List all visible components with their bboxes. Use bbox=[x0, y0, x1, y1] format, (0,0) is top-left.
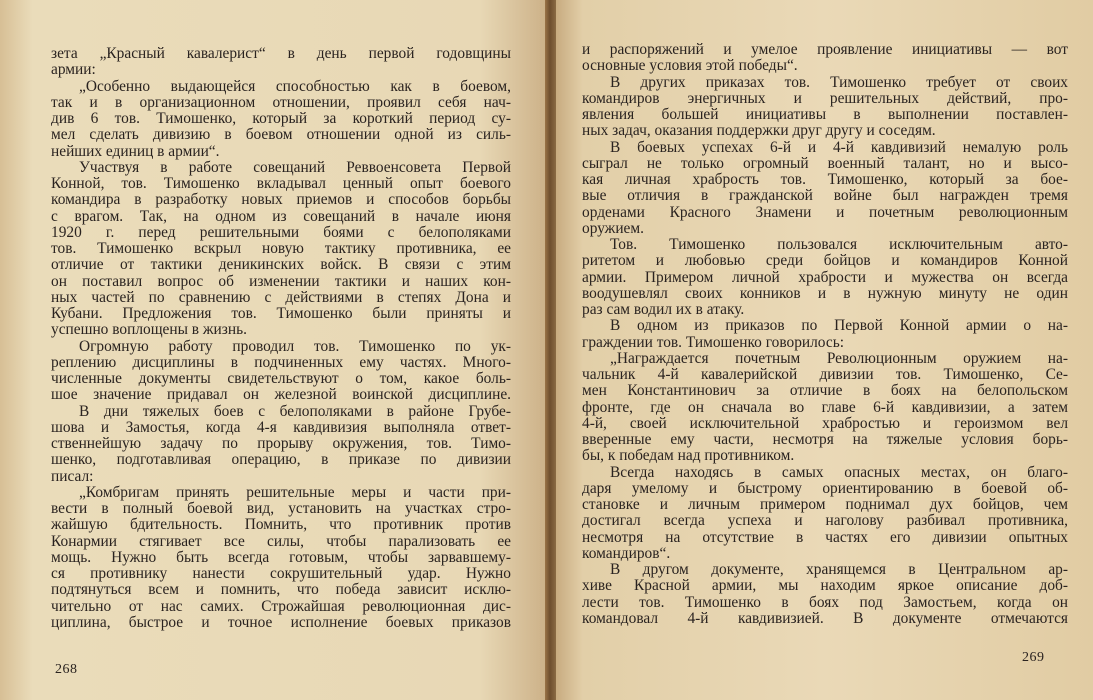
text-line: Огромную работу проводил тов. Тимошенко по ук- bbox=[79, 338, 511, 355]
text-line: В других приказах тов. Тимошенко требует от своих bbox=[610, 74, 1068, 91]
text-line: подтянуться всем и помнить, что победа зависит исклю- bbox=[51, 582, 511, 599]
text-line: ся противнику нанести сокрушительный удар. Нужно bbox=[51, 566, 511, 582]
text-line: Всегда находясь в самых опасных местах, он благо- bbox=[610, 464, 1068, 481]
text-line: отличие от тактики деникинских войск. В связи с этим bbox=[51, 257, 511, 274]
text-line: Тов. Тимошенко пользовался исключительным авто- bbox=[610, 237, 1068, 253]
left-page-text bbox=[51, 46, 511, 631]
text-line: несмотря на отсутствие в частях его дивизии опытных bbox=[582, 529, 1068, 546]
text-line: с врагом. Так, на одном из совещаний в начале июня bbox=[51, 208, 511, 225]
text-line: армии: bbox=[51, 62, 96, 79]
text-line: мен Константинович за отличие в боях на белопольском bbox=[582, 383, 1068, 400]
text-line: вые отличия в гражданской войне был награжден тремя bbox=[582, 188, 1068, 205]
text-line: чительно от нас самих. Строжайшая революционная дис- bbox=[51, 598, 511, 615]
text-line: так и в организационном отношении, проявил себя нач- bbox=[51, 94, 511, 111]
text-line: воодушевлял своих конников и в нужную минуту не один bbox=[582, 285, 1068, 302]
text-line: лести тов. Тимошенко в боях под Замостьем, когда он bbox=[582, 594, 1068, 611]
text-line: шова и Замостья, когда 4-я кавдивизия выполняла ответ- bbox=[51, 419, 511, 436]
text-line: „Особенно выдающейся способностью как в боевом, bbox=[79, 78, 511, 95]
text-line: реплению дисциплины в подчиненных ему частях. Много- bbox=[51, 354, 511, 371]
text-line: мел сделать дивизию в боевом отношении одной из силь- bbox=[51, 127, 511, 144]
text-line: Кубани. Предложения тов. Тимошенко были приняты и bbox=[51, 306, 511, 322]
text-line: 1920 г. перед решительными боями с белополяками bbox=[51, 224, 511, 241]
text-line: чальник 4-й кавалерийской дивизии тов. Тимошенко, Се- bbox=[582, 367, 1068, 383]
text-line: ных частей по сравнению с действиями в степях Дона и bbox=[51, 289, 511, 306]
text-line: див 6 тов. Тимошенко, который за короткий период су- bbox=[51, 111, 511, 127]
right-page-number: 269 bbox=[1022, 650, 1045, 665]
text-line: 4-й, своей исключительной храбростью и героизмом вел bbox=[582, 415, 1068, 432]
book-gutter bbox=[545, 0, 556, 700]
right-page-text bbox=[582, 42, 1068, 627]
text-line: писал: bbox=[51, 468, 94, 485]
text-line: В дни тяжелых боев с белополяками в районе Грубе- bbox=[79, 403, 511, 420]
text-line: основные условия этой победы“. bbox=[582, 58, 798, 75]
text-line: становке и личным примером поднимал дух бойцов, чем bbox=[582, 497, 1068, 513]
text-line: В боевых успехах 6-й и 4-й кавдивизий немалую роль bbox=[610, 139, 1068, 156]
text-line: шое значение придавал он железной воинской дисциплине. bbox=[51, 387, 511, 404]
left-page bbox=[0, 0, 545, 700]
text-line: „Награждается почетным Революционным оружием на- bbox=[610, 350, 1068, 367]
text-line: мощь. Нужно быть всегда готовым, чтобы зарвавшему- bbox=[51, 549, 511, 566]
text-line: зета „Красный кавалерист“ в день первой годовщины bbox=[51, 46, 511, 62]
text-line: орденами Красного Знамени и почетным революционным bbox=[582, 204, 1068, 221]
text-line: командира в разработку новых приемов и способов борьбы bbox=[51, 192, 511, 209]
text-line: бы, к победам над противником. bbox=[582, 448, 795, 465]
text-line: тов. Тимошенко вскрыл новую тактику противника, ее bbox=[51, 241, 511, 257]
text-line: „Комбригам принять решительные меры и части при- bbox=[79, 484, 511, 501]
text-line: Конармии стягивает все силы, чтобы парализовать ее bbox=[51, 533, 511, 550]
right-page bbox=[556, 0, 1093, 700]
text-line: армии. Примером личной храбрости и мужества он всегда bbox=[582, 269, 1068, 286]
text-line: ритетом и любовью среди бойцов и командиров Конной bbox=[582, 253, 1068, 270]
text-line: сыграл не только огромный военный талант, но и высо- bbox=[582, 155, 1068, 172]
text-line: Конной, тов. Тимошенко вкладывал ценный опыт боевого bbox=[51, 176, 511, 192]
text-line: даря умелому и быстрому ориентированию в боевой об- bbox=[582, 480, 1068, 497]
text-line: фронте, где он сначала во главе 6-й кавдивизии, а затем bbox=[582, 399, 1068, 416]
text-line: жайшую бдительность. Помнить, что противник против bbox=[51, 517, 511, 534]
text-line: и распоряжений и умелое проявление инициативы — вот bbox=[582, 42, 1068, 58]
text-line: граждении тов. Тимошенко говорилось: bbox=[582, 334, 845, 351]
text-line: вверенные ему части, несмотря на тяжелые условия борь- bbox=[582, 432, 1068, 448]
text-line: кая личная храбрость тов. Тимошенко, который за бое- bbox=[582, 172, 1068, 188]
text-line: достигал всегда успеха и наголову разбивал противника, bbox=[582, 513, 1068, 530]
text-line: циплина, быстрое и точное исполнение боевых приказов bbox=[51, 614, 511, 631]
text-line: шенко, подготавливая операцию, в приказе по дивизии bbox=[51, 452, 511, 469]
text-line: В одном из приказов по Первой Конной армии о на- bbox=[610, 318, 1068, 335]
text-line: явления большей инициативы в выполнении поставлен- bbox=[582, 107, 1068, 123]
text-line: ных задач, оказания поддержки друг другу и соседям. bbox=[582, 123, 936, 140]
text-line: он поставил вопрос об изменении тактики и наших кон- bbox=[51, 273, 511, 290]
text-line: Участвуя в работе совещаний Реввоенсовета Первой bbox=[79, 159, 511, 176]
text-line: раз сам водил их в атаку. bbox=[582, 302, 745, 318]
text-line: В другом документе, хранящемся в Центральном ар- bbox=[610, 562, 1068, 578]
text-line: командиров“. bbox=[582, 545, 671, 562]
text-line: нейших единиц в армии“. bbox=[51, 143, 220, 160]
left-page-number: 268 bbox=[55, 662, 78, 677]
text-line: численные документы свидетельствуют о том, какое боль- bbox=[51, 371, 511, 387]
text-line: хиве Красной армии, мы находим яркое описание доб- bbox=[582, 578, 1068, 595]
text-line: вести в полный боевой вид, установить на участках стро- bbox=[51, 501, 511, 517]
text-line: успешно воплощены в жизнь. bbox=[51, 322, 247, 339]
text-line: командовал 4-й кавдивизией. В документе отмечаются bbox=[582, 610, 1068, 627]
text-line: оружием. bbox=[582, 220, 644, 237]
text-line: командиров энергичных и решительных действий, про- bbox=[582, 90, 1068, 107]
text-line: ственнейшую задачу по прорыву окружения, тов. Тимо- bbox=[51, 436, 511, 452]
